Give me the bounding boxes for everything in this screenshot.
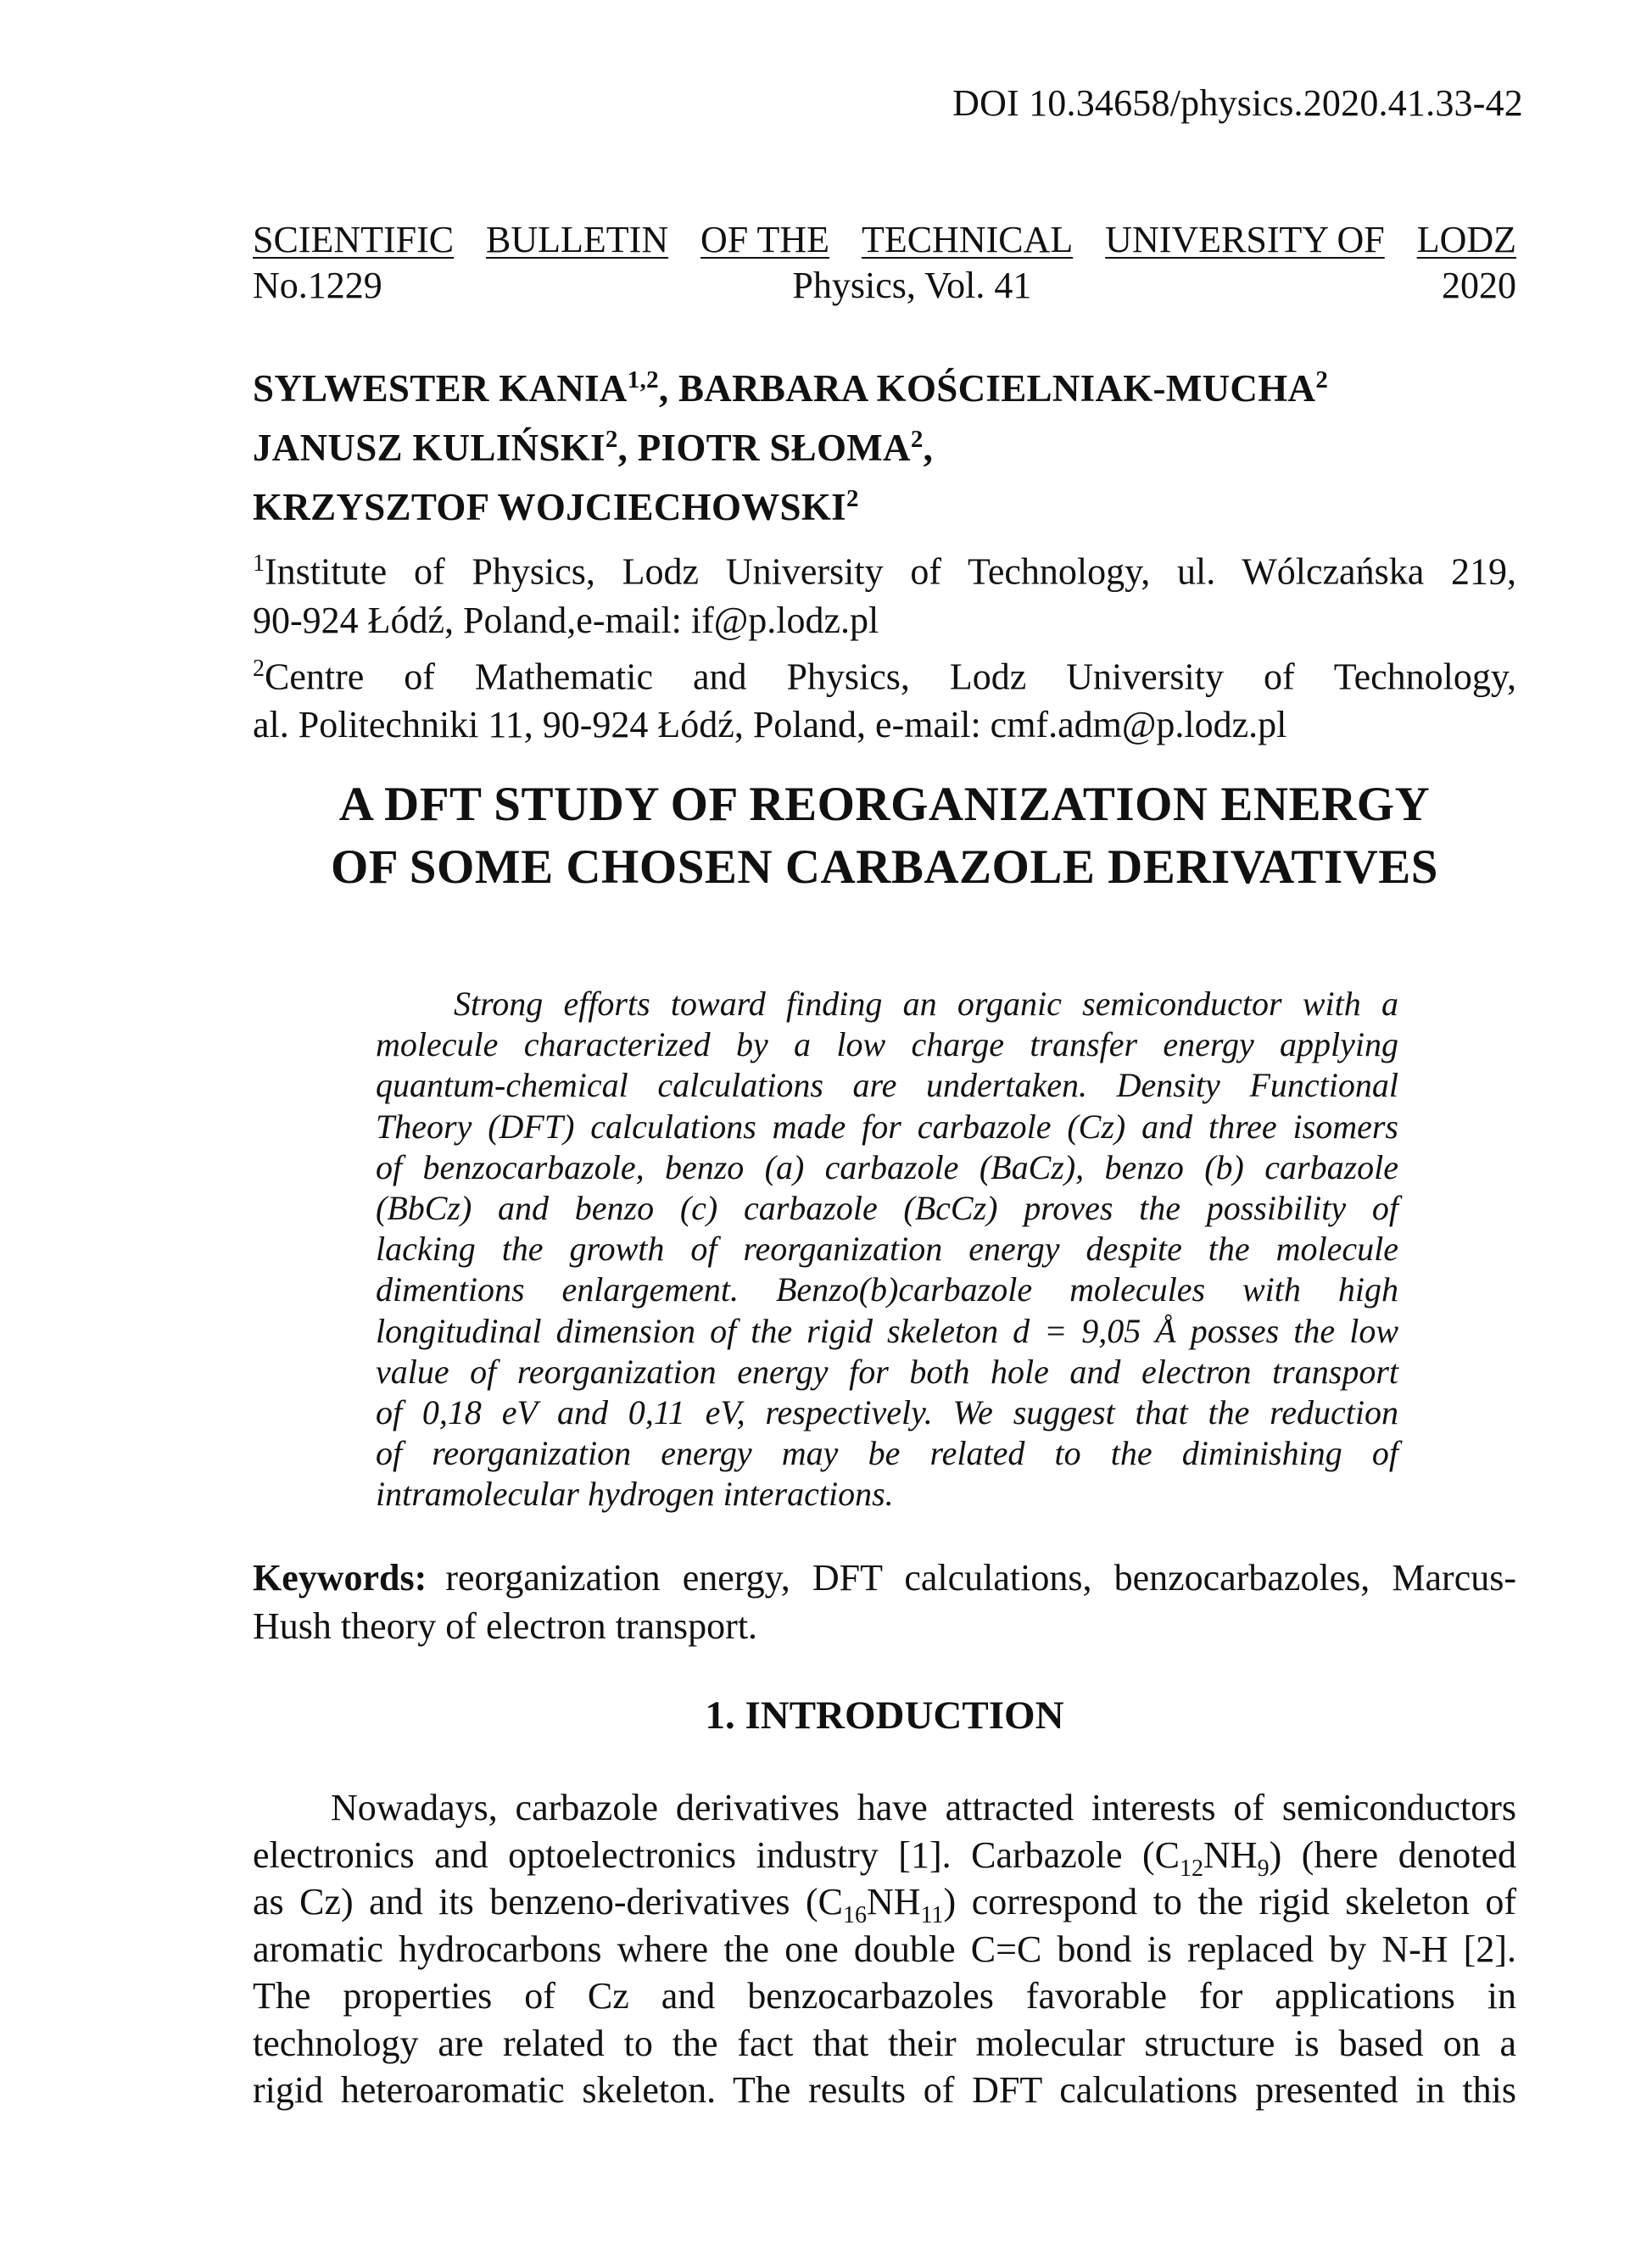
body-text: electronics and optoelectronics industry [1]. Carbazole (C [253, 1833, 1180, 1876]
author-line [253, 473, 1328, 533]
body-line: aromatic hydrocarbons where the one double C=C bond is replaced by N-H [2]. [253, 1928, 1516, 1970]
abstract-line: dimentions enlargement. Benzo(b)carbazole molecules with high [376, 1270, 1398, 1309]
body-text: as Cz) and its benzeno-derivatives (C [253, 1881, 844, 1922]
keywords [253, 1554, 1516, 1650]
journal-issue-row [253, 263, 1516, 309]
journal-year: 2020 [1441, 265, 1516, 306]
keywords-label: Keywords: [253, 1557, 427, 1599]
body-line: Nowadays, carbazole derivatives have attracted interests of semiconductors [331, 1787, 1516, 1828]
formula-subscript: 11 [920, 1901, 944, 1928]
body-line: technology are related to the fact that their molecular structure is based on a [253, 2022, 1516, 2064]
abstract-line: longitudinal dimension of the rigid skeleton d = 9,05 Å posses the low [376, 1311, 1398, 1350]
abstract-line: Strong efforts toward finding an organic semiconductor with a [454, 985, 1398, 1023]
affiliation-text: 90-924 Łódź, Poland,e-mail: if@p.lodz.pl [253, 599, 879, 641]
abstract-line: of reorganization energy may be related to the diminishing of [376, 1434, 1398, 1473]
abstract-line: of 0,18 eV and 0,11 eV, respectively. We suggest that the reduction [376, 1393, 1398, 1432]
journal-header [253, 217, 1516, 309]
abstract-line: Theory (DFT) calculations made for carbazole (Cz) and three isomers [376, 1107, 1398, 1146]
author-affil-mark: 1,2 [627, 366, 659, 393]
author-name: , BARBARA KOŚCIELNIAK-MUCHA [658, 367, 1316, 410]
keywords-line [253, 1554, 1516, 1602]
affiliation-mark: 2 [253, 655, 265, 682]
introduction-body [253, 1784, 1516, 2114]
journal-name [253, 217, 1516, 263]
title-line: A DFT STUDY OF REORGANIZATION ENERGY [338, 778, 1431, 831]
affiliation-line [253, 539, 1516, 596]
affiliations [253, 539, 1516, 749]
body-text: NH [1203, 1833, 1258, 1876]
affiliation-line [253, 700, 1516, 749]
keywords-text: reorganization energy, DFT calculations, benzocarbazoles, Marcus- [445, 1557, 1516, 1599]
journal-name-word: TECHNICAL [861, 219, 1074, 260]
affiliation-text: Institute of Physics, Lodz University of Technology, ul. Wólczańska 219, [265, 550, 1516, 593]
journal-name-word: LODZ [1416, 219, 1516, 260]
journal-number: No.1229 [253, 265, 382, 306]
abstract-line: molecule characterized by a low charge transfer energy applying [376, 1025, 1398, 1064]
author-affil-mark: 2 [1315, 366, 1329, 393]
abstract-line: quantum-chemical calculations are undertaken. Density Functional [376, 1066, 1398, 1105]
author-affil-mark: 2 [910, 426, 924, 453]
author-affil-mark: 2 [605, 426, 618, 453]
affiliation-mark: 1 [253, 550, 265, 577]
author-name: , PIOTR SŁOMA [617, 427, 911, 469]
journal-name-word: OF THE [700, 219, 830, 260]
author-affil-mark: 2 [846, 485, 859, 512]
formula-subscript: 12 [1180, 1855, 1204, 1882]
affiliation-line [253, 645, 1516, 701]
body-line: The properties of Cz and benzocarbazoles favorable for applications in [253, 1975, 1516, 2017]
paper-title [253, 773, 1516, 899]
journal-volume: Physics, Vol. 41 [792, 265, 1032, 306]
body-line: rigid heteroaromatic skeleton. The results of DFT calculations presented in this [253, 2069, 1516, 2111]
abstract-line: (BbCz) and benzo (c) carbazole (BcCz) proves the possibility of [376, 1189, 1398, 1228]
body-text: ) (here denoted [1269, 1833, 1516, 1876]
body-text: ) correspond to the rigid skeleton of [943, 1881, 1516, 1922]
body-line [253, 1878, 1516, 1926]
formula-subscript: 16 [843, 1901, 868, 1928]
author-name: SYLWESTER KANIA [253, 367, 628, 410]
body-line [253, 1832, 1516, 1882]
journal-name-word: UNIVERSITY OF [1105, 219, 1385, 260]
author-line [253, 414, 1328, 473]
affiliation-text: Centre of Mathematic and Physics, Lodz University of Technology, [265, 656, 1516, 698]
section-heading: 1. INTRODUCTION [705, 1694, 1064, 1738]
author-name: JANUSZ KULIŃSKI [253, 427, 606, 469]
abstract [376, 984, 1398, 1515]
author-list [253, 354, 1328, 533]
journal-name-word: BULLETIN [486, 219, 669, 260]
abstract-line: of benzocarbazole, benzo (a) carbazole (BaCz), benzo (b) carbazole [376, 1147, 1398, 1186]
abstract-line: intramolecular hydrogen interactions. [376, 1475, 894, 1514]
keywords-text: Hush theory of electron transport. [253, 1605, 758, 1647]
affiliation-line [253, 596, 1516, 645]
author-line [253, 354, 1328, 414]
body-text: NH [867, 1881, 921, 1922]
author-name: KRZYSZTOF WOJCIECHOWSKI [253, 486, 846, 528]
abstract-line: value of reorganization energy for both hole and electron transport [376, 1352, 1398, 1391]
affiliation-text: al. Politechniki 11, 90-924 Łódź, Poland, e-mail: cmf.adm@p.lodz.pl [253, 704, 1287, 746]
formula-subscript: 9 [1257, 1855, 1270, 1882]
abstract-line: lacking the growth of reorganization energy despite the molecule [376, 1230, 1398, 1269]
journal-name-word: SCIENTIFIC [253, 219, 455, 260]
doi-label: DOI 10.34658/physics.2020.41.33-42 [952, 82, 1523, 124]
title-line: OF SOME CHOSEN CARBAZOLE DERIVATIVES [330, 840, 1439, 894]
author-separator: , [923, 427, 934, 469]
